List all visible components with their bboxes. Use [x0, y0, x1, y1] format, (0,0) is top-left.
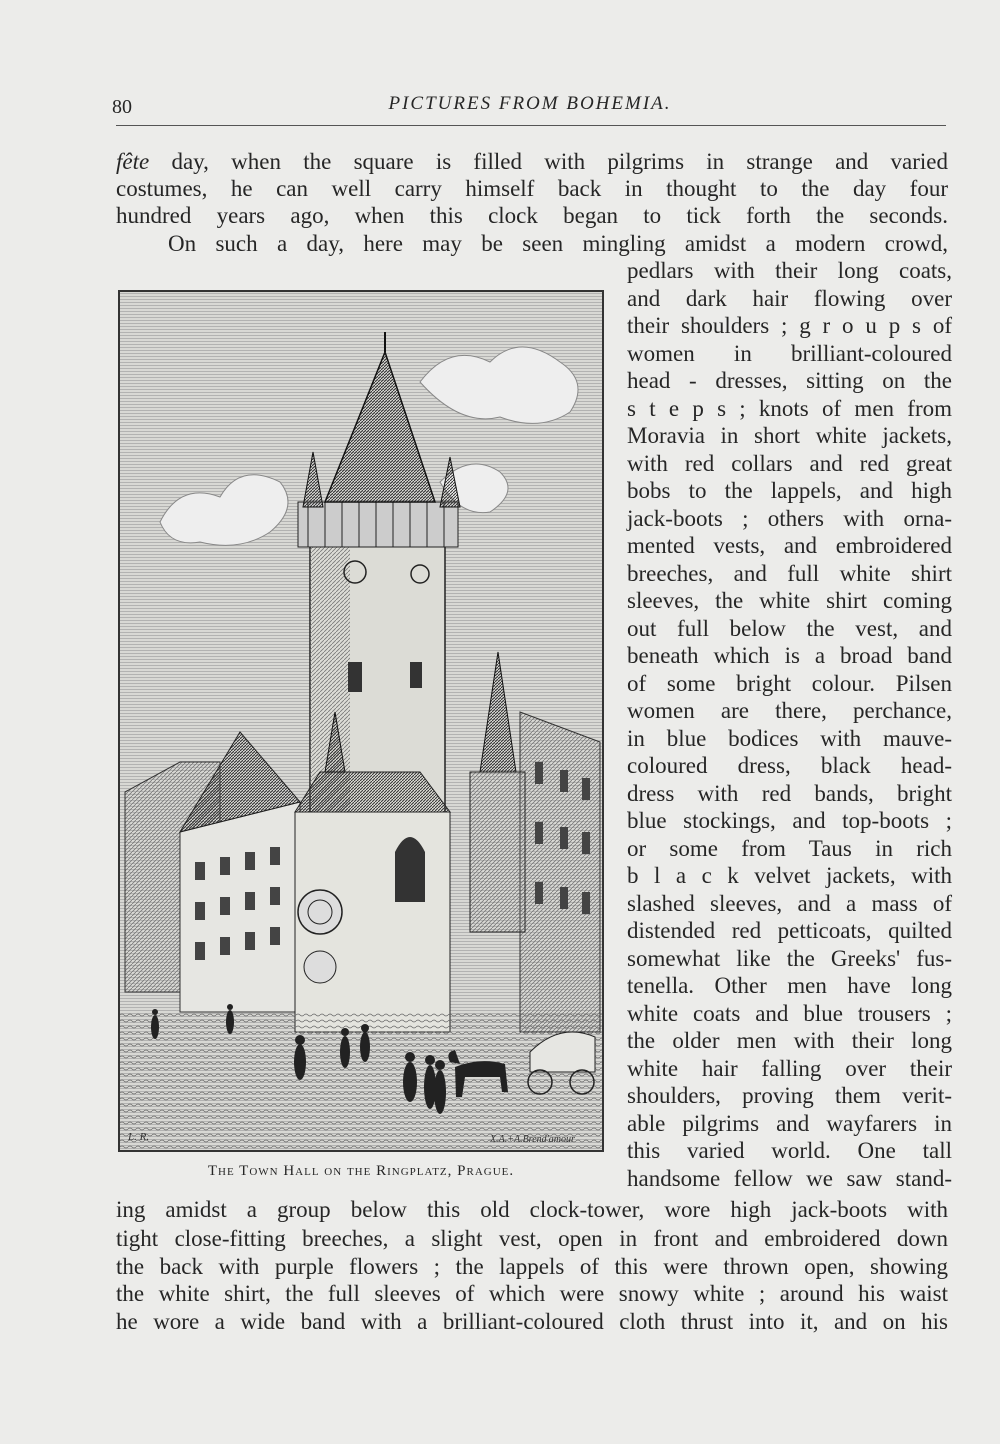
column-line: sleeves, the white shirt coming: [627, 588, 952, 613]
column-line: with red collars and red great: [627, 451, 952, 476]
column-line: Moravia in short white jackets,: [627, 423, 952, 448]
text-line: tight close-fitting breeches, a slight vest, open in front and embroidered down: [116, 1226, 948, 1251]
text-line: ing amidst a group below this old clock-tower, wore high jack-boots with: [116, 1197, 948, 1222]
column-line: dress with red bands, bright: [627, 781, 952, 806]
column-line: women are there, perchance,: [627, 698, 952, 723]
column-line: of some bright colour. Pilsen: [627, 671, 952, 696]
page-number: 80: [112, 96, 132, 118]
text-line-indented: On such a day, here may be seen mingling amidst a modern crowd,: [168, 231, 948, 256]
column-line: this varied world. One tall: [627, 1138, 952, 1163]
column-line: b l a c k velvet jackets, with: [627, 863, 952, 888]
column-line: pedlars with their long coats,: [627, 258, 952, 283]
column-line: and dark hair flowing over: [627, 286, 952, 311]
column-line: their shoulders ; g r o u p s of: [627, 313, 952, 338]
text-line: the white shirt, the full sleeves of which were snowy white ; around his waist: [116, 1281, 948, 1306]
column-line: mented vests, and embroidered: [627, 533, 952, 558]
column-line: handsome fellow we saw stand-: [627, 1166, 952, 1191]
text-line: [116, 148, 948, 175]
column-line: s t e p s ; knots of men from: [627, 396, 952, 421]
column-line: bobs to the lappels, and high: [627, 478, 952, 503]
column-line: the older men with their long: [627, 1028, 952, 1053]
column-line: tenella. Other men have long: [627, 973, 952, 998]
artist-signature: L. R.: [128, 1131, 150, 1143]
column-line: breeches, and full white shirt: [627, 561, 952, 586]
column-line: shoulders, proving them verit-: [627, 1083, 952, 1108]
column-line: blue stockings, and top-boots ;: [627, 808, 952, 833]
column-line: head - dresses, sitting on the: [627, 368, 952, 393]
column-line: able pilgrims and wayfarers in: [627, 1111, 952, 1136]
text-span: day, when the square is filled with pilgrims in strange and varied: [149, 149, 948, 174]
column-line: slashed sleeves, and a mass of: [627, 891, 952, 916]
header-rule: [116, 125, 946, 126]
text-line: he wore a wide band with a brilliant-coloured cloth thrust into it, and on his: [116, 1309, 948, 1334]
engraver-signature: X.A.+A.Brend'amour: [490, 1134, 575, 1145]
column-line: white hair falling over their: [627, 1056, 952, 1081]
column-line: out full below the vest, and: [627, 616, 952, 641]
column-line: in blue bodices with mauve-: [627, 726, 952, 751]
running-title: PICTURES FROM BOHEMIA.: [388, 93, 672, 114]
column-line: white coats and blue trousers ;: [627, 1001, 952, 1026]
text-line: the back with purple flowers ; the lappels of this were thrown open, showing: [116, 1254, 948, 1279]
town-hall-engraving: [118, 290, 604, 1152]
column-line: distended red petticoats, quilted: [627, 918, 952, 943]
italic-word: fête: [116, 149, 150, 174]
column-line: beneath which is a broad band: [627, 643, 952, 668]
figure-caption: The Town Hall on the Ringplatz, Prague.: [207, 1163, 515, 1179]
column-line: or some from Taus in rich: [627, 836, 952, 861]
column-line: women in brilliant-coloured: [627, 341, 952, 366]
column-line: jack-boots ; others with orna-: [627, 506, 952, 531]
text-line: hundred years ago, when this clock began to tick forth the seconds.: [116, 203, 948, 228]
column-line: coloured dress, black head-: [627, 753, 952, 778]
text-line: costumes, he can well carry himself back in thought to the day four: [116, 176, 948, 201]
column-line: somewhat like the Greeks' fus-: [627, 946, 952, 971]
